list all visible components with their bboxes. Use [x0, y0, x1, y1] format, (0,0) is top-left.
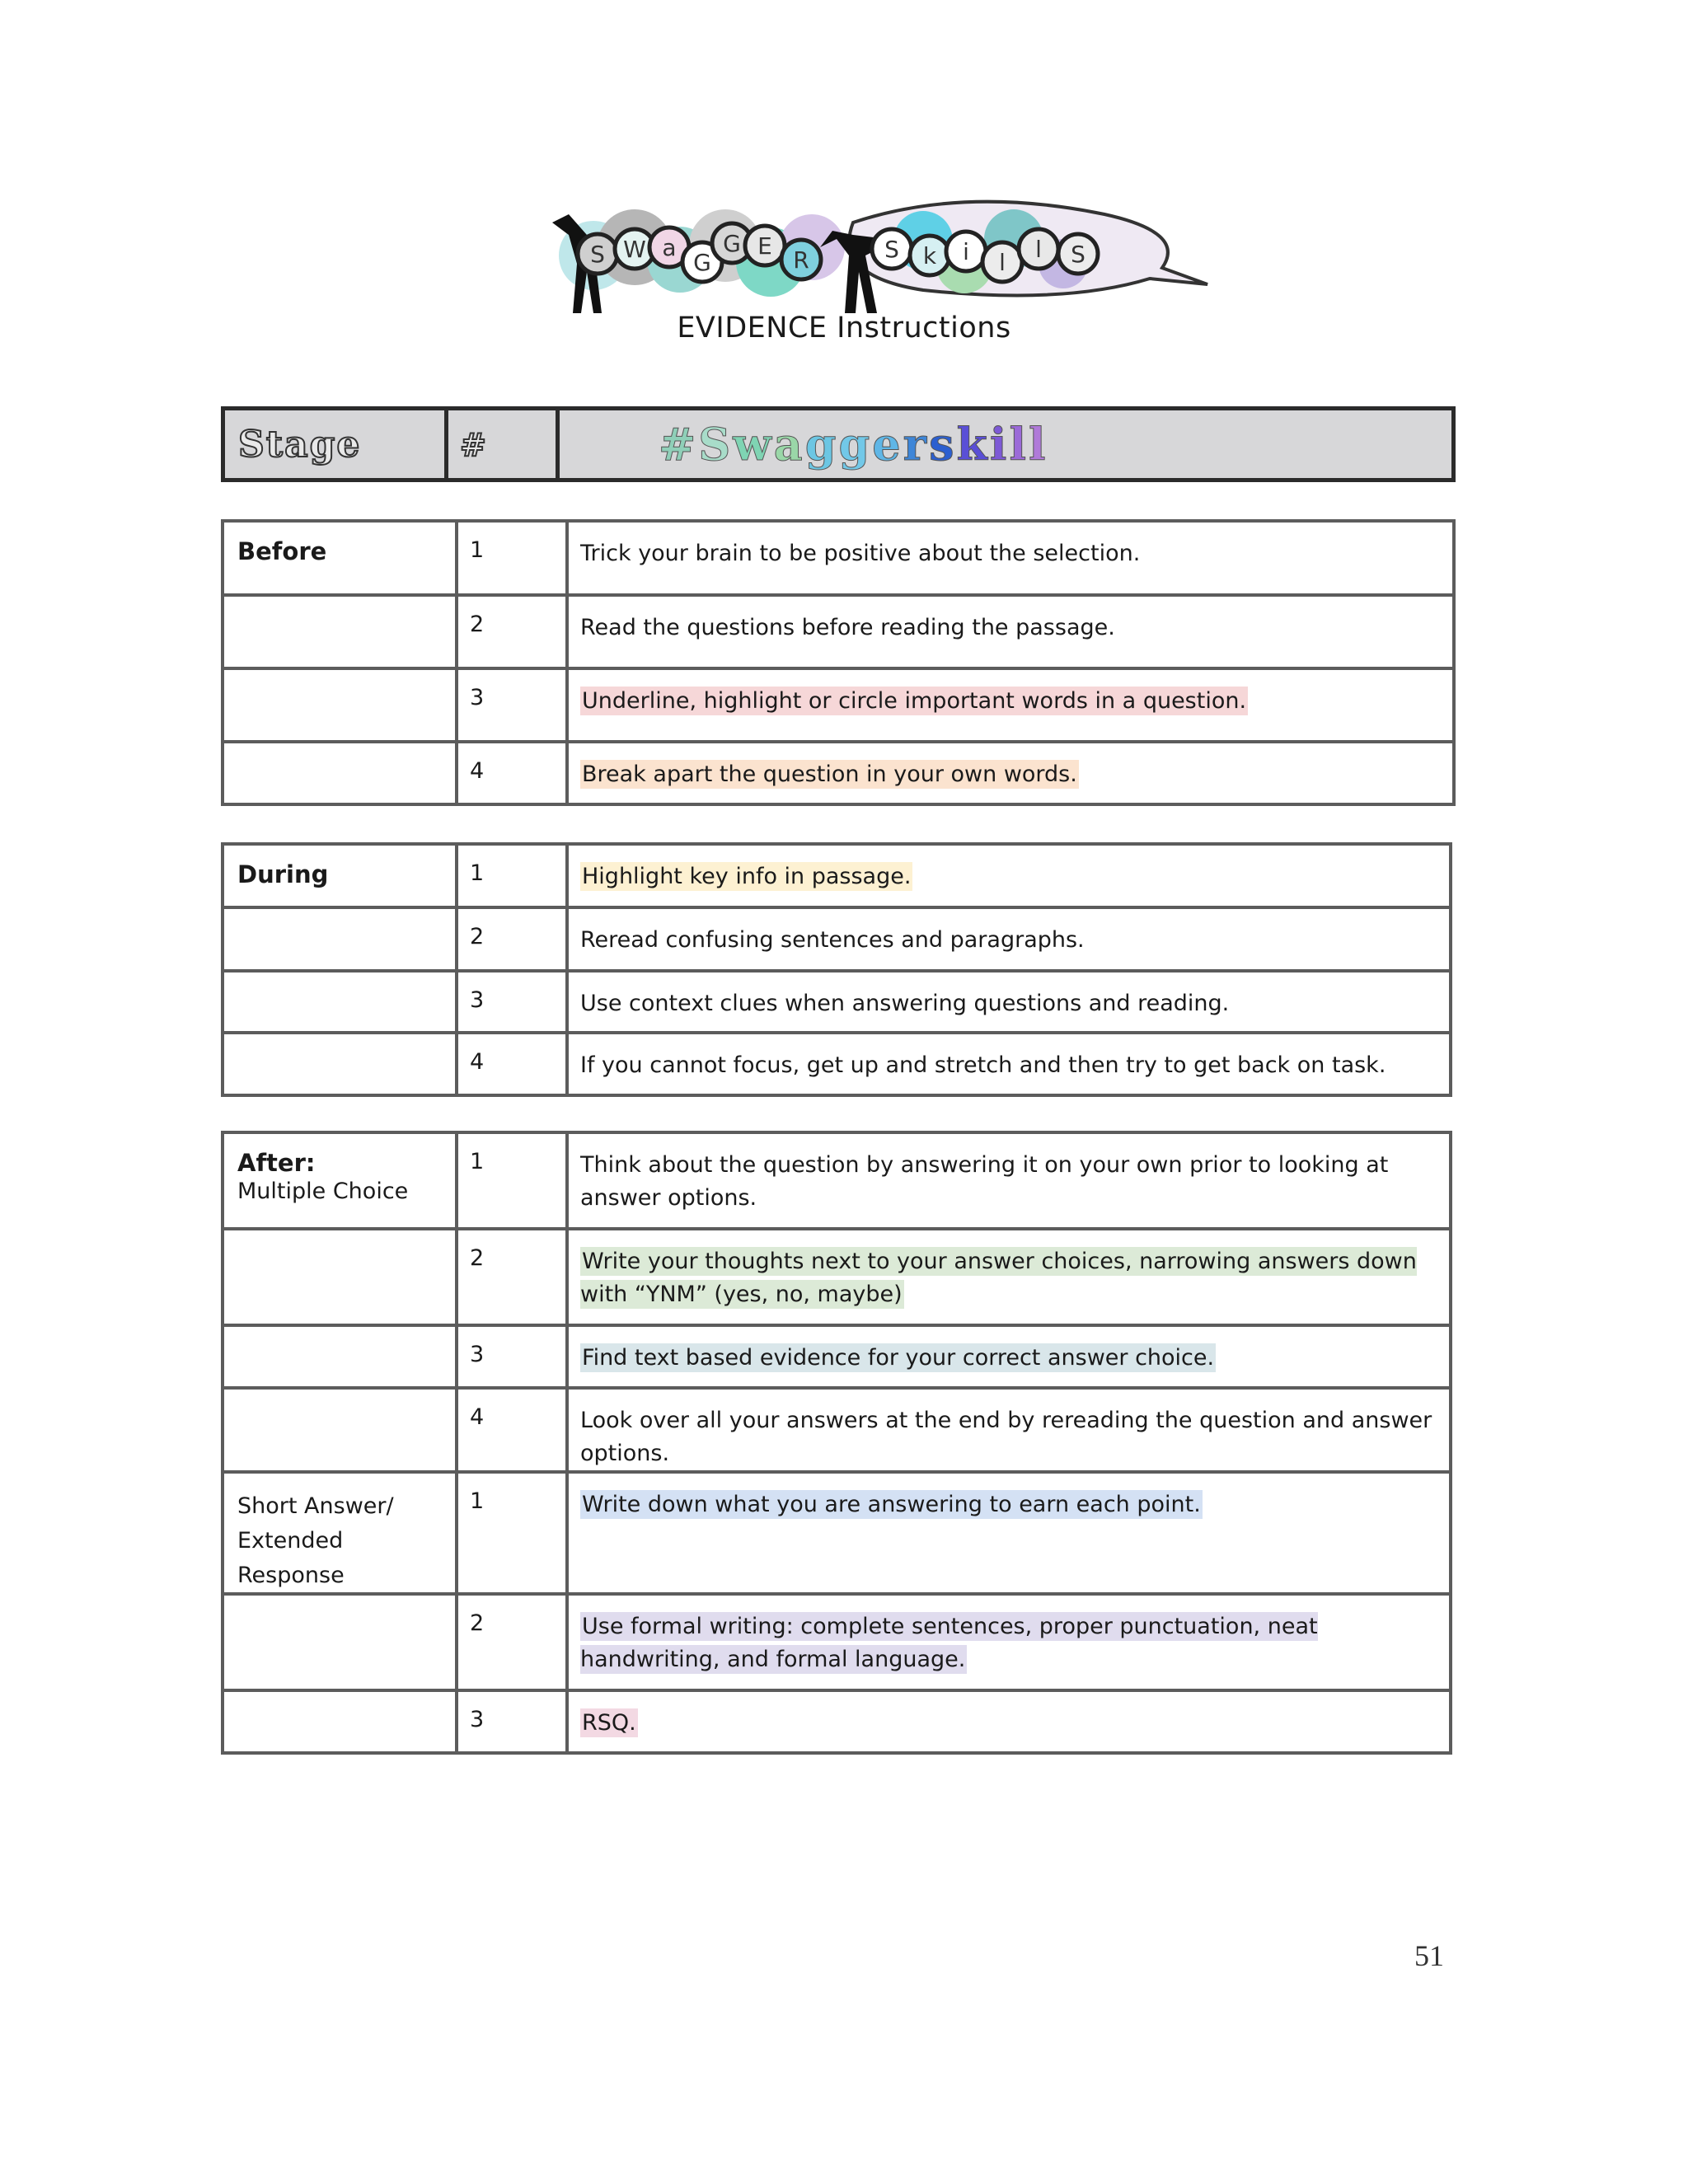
table-row	[223, 595, 1454, 668]
step-number: 2	[457, 1594, 567, 1690]
step-text	[567, 1325, 1451, 1388]
step-text-content: Read the questions before reading the passage.	[580, 615, 1115, 640]
logo-letter: S	[884, 236, 899, 263]
page-number: 51	[1414, 1939, 1444, 1972]
stage-cell	[223, 1229, 457, 1325]
logo-letter: E	[757, 232, 772, 260]
stage-cell	[223, 1594, 457, 1690]
hashtag-character: g	[804, 418, 839, 471]
stage-cell	[223, 1325, 457, 1388]
stage-label-during: During	[237, 860, 329, 888]
table-row	[223, 971, 1451, 1033]
step-text-content: Think about the question by answering it on your own prior to looking at answer options.	[580, 1152, 1389, 1211]
logo-letter: G	[693, 249, 711, 276]
header-table	[221, 406, 1456, 482]
hashtag-character: l	[1028, 418, 1048, 471]
stage-label-before: Before	[237, 537, 327, 565]
step-text-content: Reread confusing sentences and paragraphs.	[580, 927, 1085, 953]
logo-letter: l	[1035, 236, 1042, 263]
hashtag-character: r	[903, 418, 930, 471]
step-text	[567, 1229, 1451, 1325]
stage-cell	[223, 971, 457, 1033]
highlighted-step-text: Use formal writing: complete sentences, proper punctuation, neat handwriting, and formal language.	[580, 1614, 1318, 1672]
step-number: 3	[457, 971, 567, 1033]
highlighted-step-text: Write down what you are answering to earn each point.	[582, 1492, 1201, 1517]
stage-cell	[223, 907, 457, 971]
stage-cell	[223, 1388, 457, 1472]
table-row	[223, 1033, 1451, 1095]
highlighted-step-text: Underline, highlight or circle important words in a question.	[582, 688, 1247, 714]
table-row	[223, 1690, 1451, 1753]
stage-cell	[223, 595, 457, 668]
hashtag-character: #	[659, 418, 699, 471]
during-table	[221, 842, 1452, 1097]
stage-cell	[223, 1472, 457, 1594]
logo-letter: l	[999, 249, 1006, 276]
step-text	[567, 1132, 1451, 1229]
hashtag-character: l	[1009, 418, 1029, 471]
step-number: 1	[457, 1472, 567, 1594]
step-text	[567, 521, 1454, 595]
stage-label-after: After:	[237, 1149, 316, 1177]
hashtag-character: s	[929, 418, 957, 471]
highlighted-step-text: Break apart the question in your own words.	[582, 762, 1077, 787]
stage-cell	[223, 844, 457, 907]
table-row	[223, 668, 1454, 742]
header-stage-cell	[223, 409, 447, 480]
step-number: 3	[457, 1690, 567, 1753]
step-number: 1	[457, 521, 567, 595]
stage-sublabel-multiple-choice: Multiple Choice	[237, 1179, 409, 1204]
header-number-label: #	[460, 425, 486, 463]
logo-letter: a	[662, 234, 677, 261]
step-text	[567, 1594, 1451, 1690]
stage-cell	[223, 521, 457, 595]
stage-cell	[223, 1690, 457, 1753]
step-text	[567, 595, 1454, 668]
logo-letter: G	[723, 230, 741, 257]
logo-letter: S	[590, 241, 605, 268]
highlighted-step-text: Find text based evidence for your correct answer choice.	[582, 1345, 1215, 1371]
hashtag-character: S	[698, 418, 734, 471]
step-text	[567, 971, 1451, 1033]
logo-letter: S	[1071, 241, 1085, 268]
step-number: 4	[457, 1388, 567, 1472]
before-table	[221, 519, 1456, 806]
table-row	[223, 521, 1454, 595]
step-number: 3	[457, 1325, 567, 1388]
logo-letter: k	[922, 242, 937, 269]
stage-cell	[223, 1132, 457, 1229]
table-row	[223, 1325, 1451, 1388]
step-text	[567, 1690, 1451, 1753]
hashtag-character: e	[872, 418, 903, 471]
stage-label-short-answer: Short Answer/ Extended Response	[237, 1493, 394, 1588]
step-number: 4	[457, 742, 567, 804]
step-text	[567, 1472, 1451, 1594]
step-text-content: If you cannot focus, get up and stretch and then try to get back on task.	[580, 1052, 1386, 1078]
logo-letter: W	[623, 236, 646, 263]
step-text-content: Use context clues when answering questions and reading.	[580, 991, 1230, 1016]
step-text	[567, 668, 1454, 742]
step-text-content: Look over all your answers at the end by rereading the question and answer options.	[580, 1408, 1432, 1466]
highlighted-step-text: RSQ.	[582, 1710, 636, 1736]
stage-cell	[223, 742, 457, 804]
stage-cell	[223, 1033, 457, 1095]
table-row	[223, 907, 1451, 971]
table-row	[223, 1229, 1451, 1325]
after-table	[221, 1131, 1452, 1755]
step-text	[567, 1388, 1451, 1472]
step-text	[567, 844, 1451, 907]
table-row	[223, 1594, 1451, 1690]
step-text	[567, 742, 1454, 804]
header-hashtag-cell	[558, 409, 1454, 480]
hashtag-character: g	[838, 418, 873, 471]
step-number: 1	[457, 844, 567, 907]
step-number: 2	[457, 907, 567, 971]
step-text	[567, 907, 1451, 971]
table-row	[223, 742, 1454, 804]
highlighted-step-text: Highlight key info in passage.	[582, 864, 912, 889]
table-row	[223, 1472, 1451, 1594]
swaggerskills-logo	[536, 190, 1212, 313]
document-subtitle: EVIDENCE Instructions	[677, 312, 1011, 344]
step-text	[567, 1033, 1451, 1095]
table-row	[223, 844, 1451, 907]
step-text-content: Trick your brain to be positive about the selection.	[580, 541, 1141, 566]
step-number: 4	[457, 1033, 567, 1095]
stage-cell	[223, 668, 457, 742]
hashtag-character: w	[733, 418, 774, 471]
table-row	[223, 1132, 1451, 1229]
header-row	[223, 409, 1454, 480]
highlighted-step-text: Write your thoughts next to your answer choices, narrowing answers down with “YNM” (yes, no, maybe)	[580, 1249, 1417, 1307]
header-number-cell	[447, 409, 558, 480]
header-hashtag	[659, 418, 1048, 471]
header-stage-label: Stage	[238, 423, 362, 466]
hashtag-character: a	[773, 418, 805, 471]
hashtag-character: i	[989, 418, 1010, 471]
hashtag-character: k	[956, 418, 990, 471]
step-number: 2	[457, 595, 567, 668]
step-number: 2	[457, 1229, 567, 1325]
logo-letter: R	[793, 246, 809, 274]
step-number: 1	[457, 1132, 567, 1229]
step-number: 3	[457, 668, 567, 742]
table-row	[223, 1388, 1451, 1472]
logo-letter: i	[963, 238, 969, 265]
